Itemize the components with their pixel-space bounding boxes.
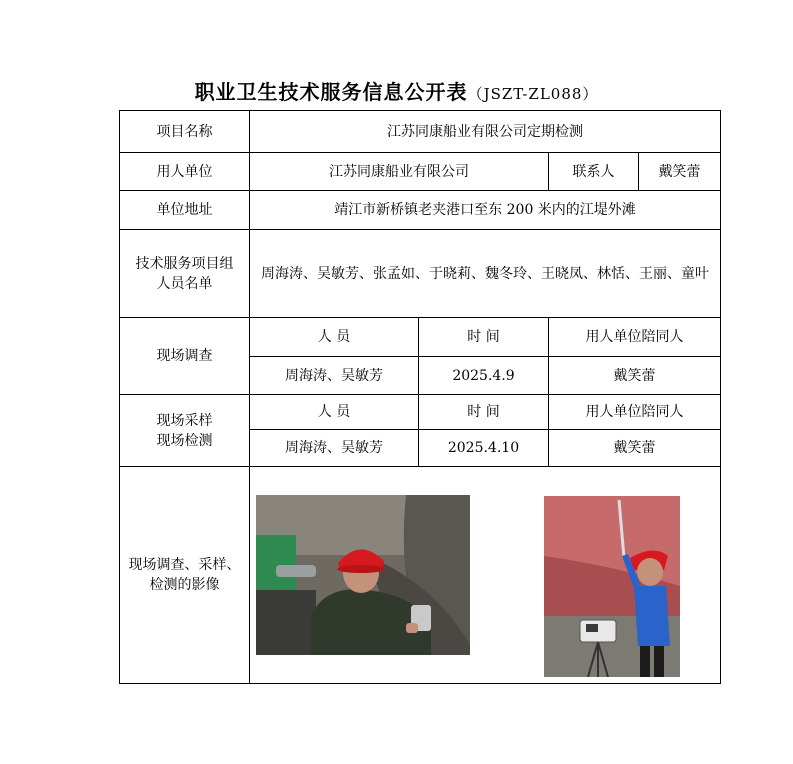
form-code: （JSZT-ZL088） [467, 85, 599, 103]
contact-label: 联系人 [549, 153, 639, 191]
survey-col-escort: 用人单位陪同人 [549, 318, 721, 357]
document-title [0, 76, 793, 105]
photo-site-survey [256, 495, 470, 655]
sampling-col-time: 时 间 [419, 395, 549, 430]
title-text: 职业卫生技术服务信息公开表 [194, 80, 468, 104]
row-project-name [120, 111, 721, 153]
row-employer [120, 153, 721, 191]
employer-value: 江苏同康船业有限公司 [250, 153, 549, 191]
project-name-label: 项目名称 [120, 111, 250, 153]
survey-date: 2025.4.9 [419, 357, 549, 395]
employer-label: 用人单位 [120, 153, 250, 191]
sampling-date: 2025.4.10 [419, 430, 549, 467]
row-sampling-header [120, 395, 721, 430]
survey-col-person: 人 员 [250, 318, 419, 357]
photos-label: 现场调查、采样、检测的影像 [120, 467, 250, 684]
survey-people: 周海涛、吴敏芳 [250, 357, 419, 395]
address-label: 单位地址 [120, 191, 250, 230]
team-label: 技术服务项目组人员名单 [120, 230, 250, 318]
sampling-col-person: 人 员 [250, 395, 419, 430]
sampling-label: 现场采样现场检测 [120, 395, 250, 467]
contact-value: 戴笑蕾 [639, 153, 721, 191]
address-value: 靖江市新桥镇老夹港口至东 200 米内的江堤外滩 [250, 191, 721, 230]
survey-label: 现场调查 [120, 318, 250, 395]
survey-col-time: 时 间 [419, 318, 549, 357]
survey-escort: 戴笑蕾 [549, 357, 721, 395]
project-name-value: 江苏同康船业有限公司定期检测 [250, 111, 721, 153]
row-survey-header [120, 318, 721, 357]
team-value: 周海涛、吴敏芳、张孟如、于晓莉、魏冬玲、王晓凤、林恬、王丽、童叶 [250, 230, 721, 318]
row-team [120, 230, 721, 318]
sampling-escort: 戴笑蕾 [549, 430, 721, 467]
sampling-people: 周海涛、吴敏芳 [250, 430, 419, 467]
photo-site-sampling [544, 496, 680, 677]
sampling-col-escort: 用人单位陪同人 [549, 395, 721, 430]
row-address [120, 191, 721, 230]
